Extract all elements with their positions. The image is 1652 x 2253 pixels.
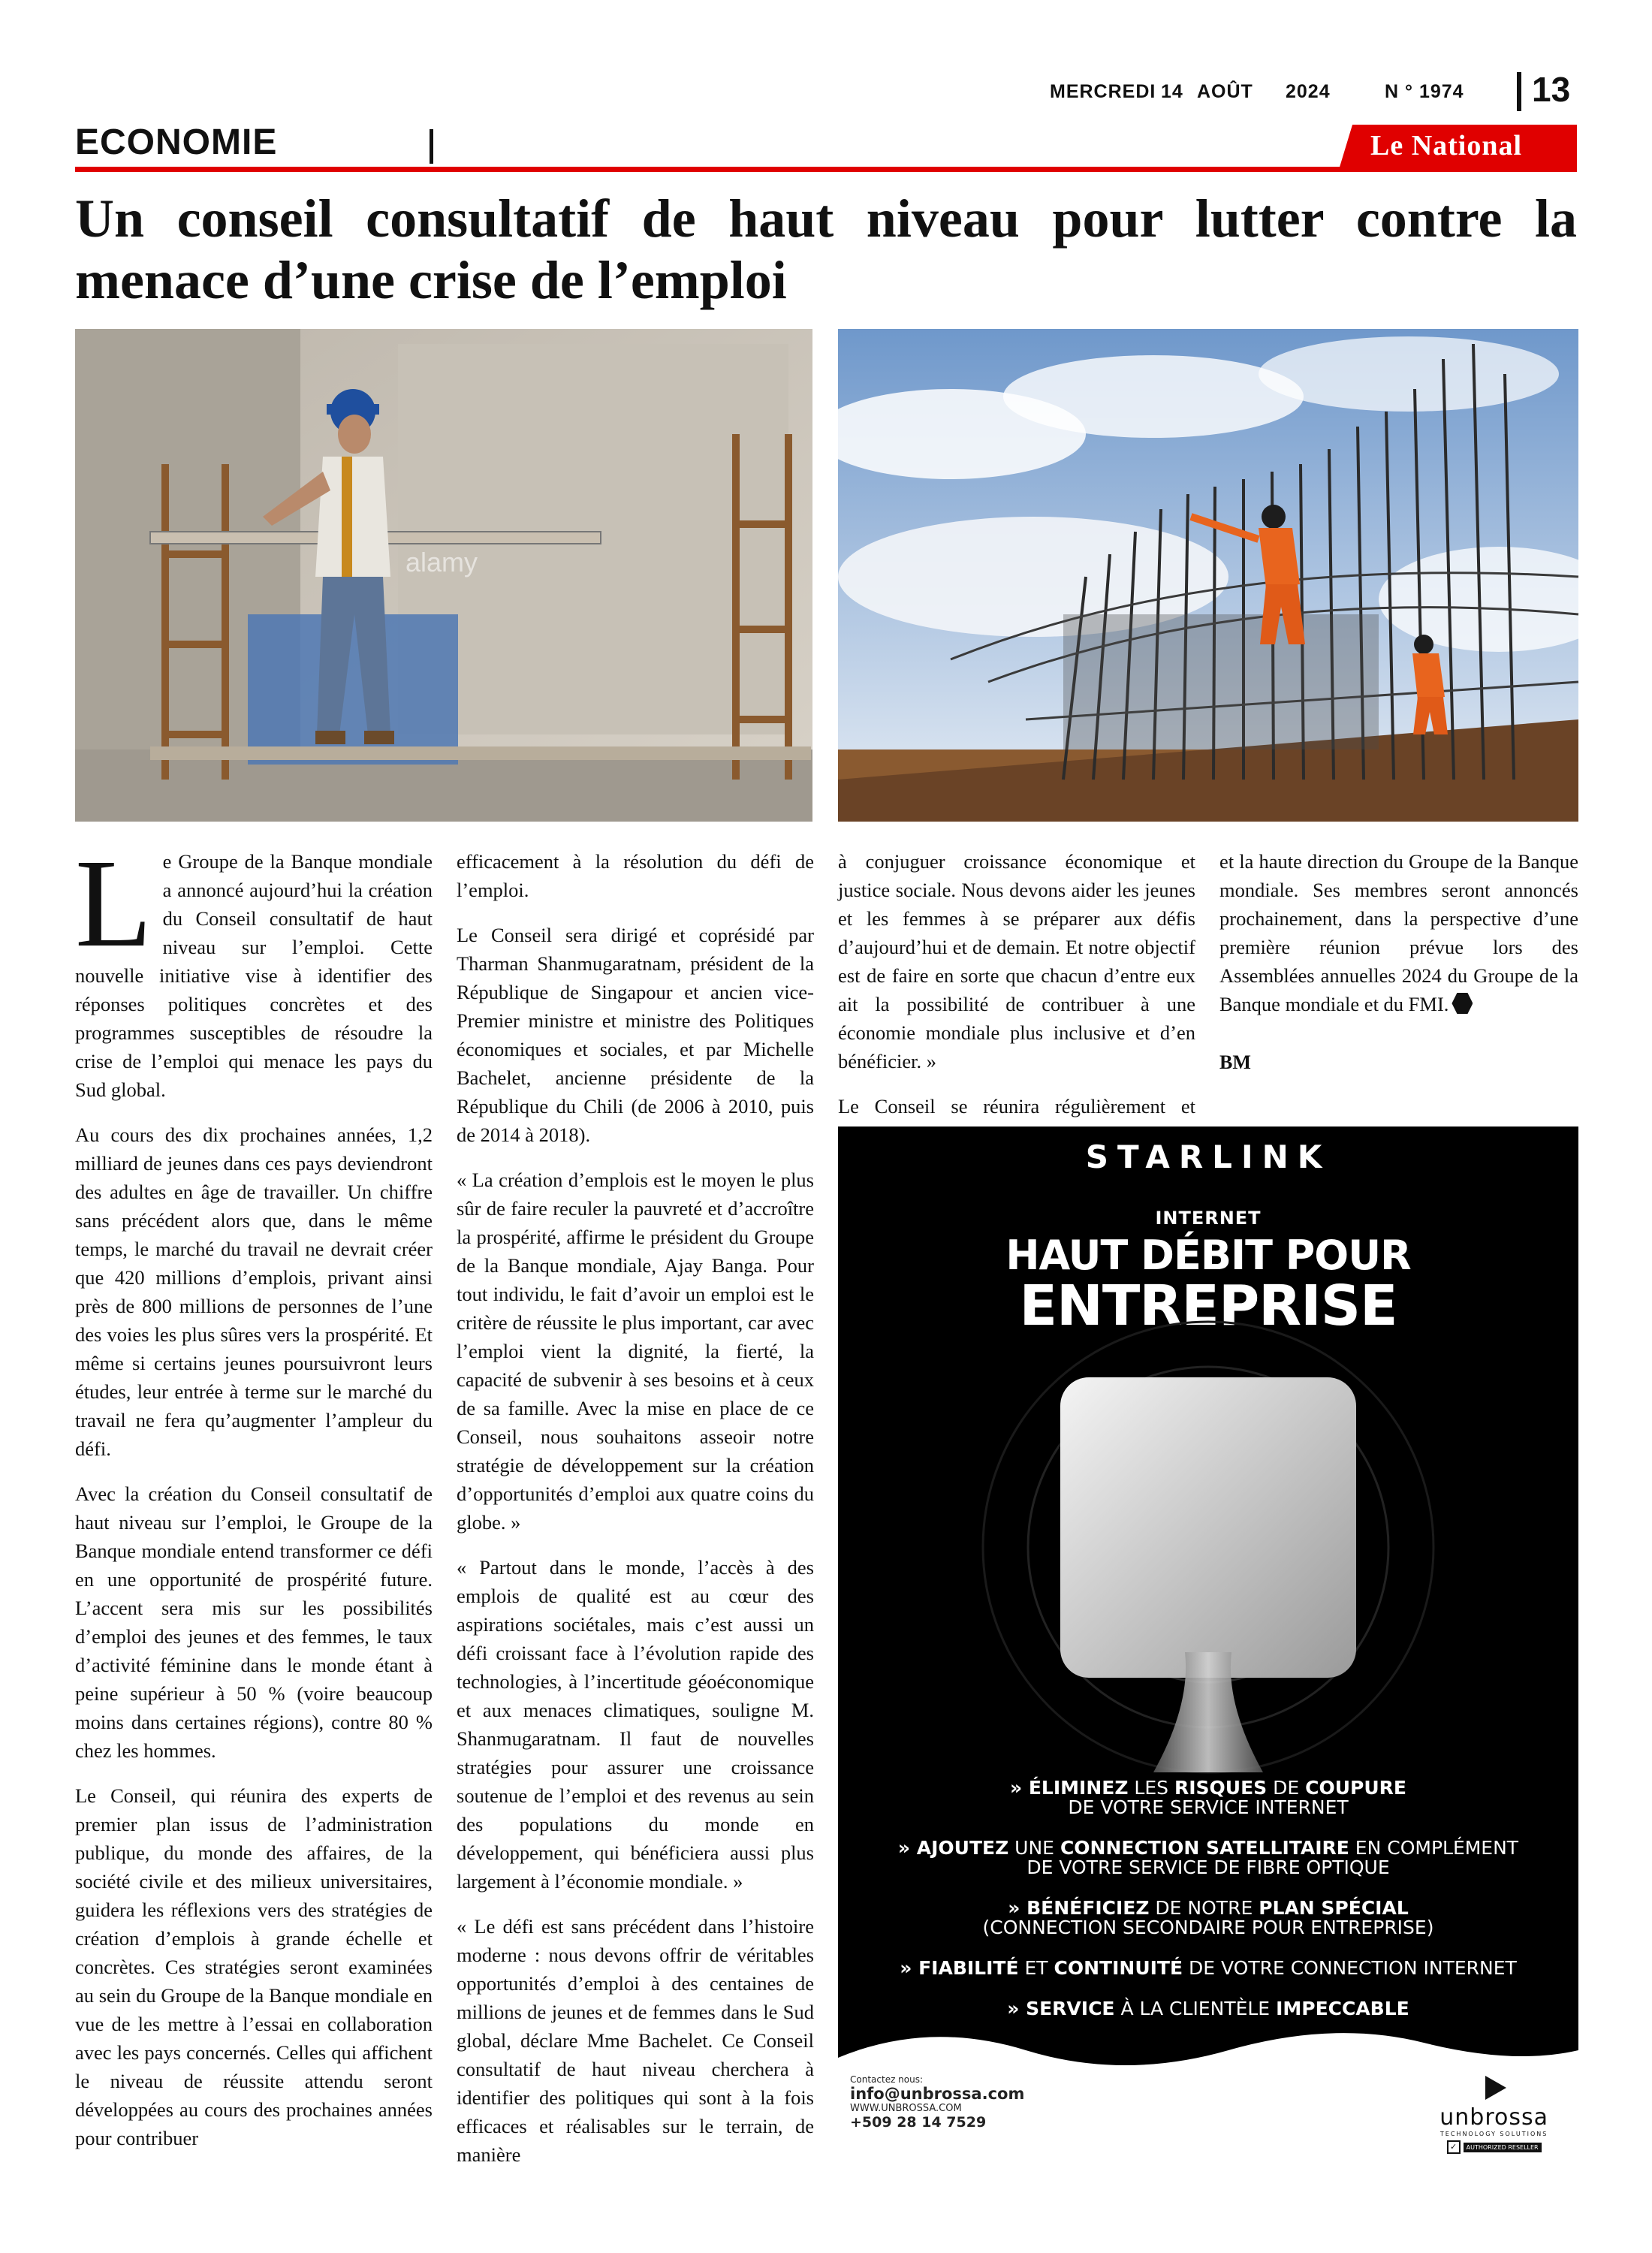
ad-benefit-4 xyxy=(838,1959,1578,1978)
article-paragraph-3: Avec la création du Conseil consultatif de haut niveau sur l’emploi, le Groupe de la Banque mondiale entend transformer ce défi en une opportunité de prospérité future. L’accent sera mis sur les possibilités d’emploi des jeunes et des femmes, le taux d’activité féminine dans le monde étant à peine supérieur à 50 % (voire beaucoup moins dans certaines régions), contre 80 % chez les hommes. xyxy=(75,1482,433,1762)
ad-benefit-2-text-2: EN COMPLÉMENT xyxy=(1349,1837,1519,1859)
ad-contact-website[interactable]: WWW.UNBROSSA.COM xyxy=(850,2103,962,2114)
ad-benefit-5-text-1: À LA CLIENTÈLE xyxy=(1114,1998,1277,2019)
ad-benefits-list xyxy=(838,1778,1578,2040)
ad-contact-email[interactable]: info@unbrossa.com xyxy=(850,2085,1025,2103)
ad-benefit-5-bold-2: IMPECCABLE xyxy=(1276,1998,1409,2019)
article-paragraph-5: efficacement à la résolution du défi de l’emploi. xyxy=(457,850,814,901)
article-paragraph-12-text: et la haute direction du Groupe de la Banque mondiale. Ses membres seront annoncés prochainement, dans la perspective d’une première réunion prévue lors des Assemblées annuelles 2024 du Groupe de la Banque mondiale et du FMI. xyxy=(1219,850,1578,1015)
starlink-dish-icon xyxy=(838,1352,1578,1772)
article-paragraph-6: Le Conseil sera dirigé et coprésidé par Tharman Shanmugaratnam, président de la République de Singapour et ancien vice-Premier ministre et ministre des Politiques économiques et sociales, et par Michelle Bachelet, ancienne présidente de la République du Chili (de 2006 à 2010, puis de 2014 à 2018). xyxy=(457,924,814,1146)
headline: Un conseil consultatif de haut niveau pour lutter contre la menace d’une crise de l’emploi xyxy=(75,189,1577,310)
ad-benefit-2-line-2: DE VOTRE SERVICE DE FIBRE OPTIQUE xyxy=(1026,1856,1390,1878)
header-month: AOÛT xyxy=(1197,81,1253,102)
starlink-advertisement[interactable] xyxy=(838,1126,1578,2152)
ad-title-line-2: ENTREPRISE xyxy=(1019,1274,1397,1338)
ad-benefit-1-line-2: DE VOTRE SERVICE INTERNET xyxy=(1068,1796,1349,1818)
article-paragraph-9: « Le défi est sans précédent dans l’histoire moderne : nous devons offrir de véritables opportunités d’emploi à des centaines de millions de jeunes et de femmes dans le Sud global, déclare Mme Bachelet. Ce Conseil consultatif de haut niveau cherchera à identifier des politiques qui sont à la fois efficaces et réalisables sur le terrain, de manière xyxy=(457,1915,814,2166)
article-byline: BM xyxy=(1219,1051,1251,1073)
ad-benefit-3 xyxy=(838,1899,1578,1938)
article-paragraph-4: Le Conseil, qui réunira des experts de premier plan issus de l’administration publique, du monde des affaires, de la société civile et des milieux universitaires, guidera les réflexions vers des stratégies de création d’emplois à grande échelle et concrètes. Ces stratégies seront examinées au sein du Groupe de la Banque mondiale en vue de les mettre à l’essai en collaboration avec les pays concernés. Celles qui affichent le niveau de réussite attendu seront développées au cours des prochaines années pour contribuer xyxy=(75,1784,433,2149)
photo-rebar-workers-image xyxy=(838,329,1578,822)
article-paragraph-7: « La création d’emplois est le moyen le plus sûr de faire reculer la pauvreté et d’accroître la prospérité, affirme le président du Groupe de la Banque mondiale, Ajay Banga. Pour tout individu, le fait d’avoir un emploi est le critère de réussite le plus important, car avec l’emploi vient la dignité, la fierté, la capacité de subvenir à ses besoins et à ceux de sa famille. Avec la mise en place de ce Conseil, nous souhaitons asseoir notre stratégie de développement sur la création d’opportunités d’emploi aux quatre coins du globe. » xyxy=(457,1169,814,1534)
ad-benefit-1-bold-1: » ÉLIMINEZ xyxy=(1010,1777,1129,1799)
ad-benefit-1-bold-2: RISQUES xyxy=(1174,1777,1268,1799)
page-number: 13 xyxy=(1532,70,1571,109)
photo-rebar-workers xyxy=(838,329,1578,822)
article-paragraph-1-text: e Groupe de la Banque mondiale a annoncé aujourd’hui la création du Conseil consultatif de haut niveau sur l’emploi. Cette nouvelle initiative vise à identifier des réponses politiques concrètes et des programmes susceptibles de résoudre la crise de l’emploi qui menace les pays du Sud global. xyxy=(75,850,433,1101)
header-issue-number: N ° 1974 xyxy=(1385,81,1464,102)
logo-name: unbrossa xyxy=(1439,2104,1548,2131)
play-triangle-icon xyxy=(1479,2074,1509,2101)
authorized-reseller-badge xyxy=(1439,2140,1548,2154)
ad-benefit-4-text-2: DE VOTRE CONNECTION INTERNET xyxy=(1183,1957,1517,1979)
article-column-2 xyxy=(457,847,814,2185)
article-paragraph-10: à conjuguer croissance économique et justice sociale. Nous devons aider les jeunes et les femmes à se préparer aux défis d’aujourd’hui et de demain. Et notre objectif est de faire en sorte que chacun d’entre eux ait la possibilité de contribuer à une économie mondiale plus inclusive et d’en bénéficier. » xyxy=(838,850,1195,1072)
ad-benefit-3-bold-1: » BÉNÉFICIEZ xyxy=(1008,1897,1150,1919)
ad-benefit-1-text-2: DE xyxy=(1267,1777,1306,1799)
article-paragraph-8: « Partout dans le monde, l’accès à des emplois de qualité est au cœur des aspirations sociétales, mais c’est aussi un défi croissant face à l’évolution rapide des technologies, à l’incertitude géoéconomique et aux menaces climatiques, souligne M. Shanmugaratnam. Il faut de nouvelles stratégies pour assurer une croissance soutenue de l’emploi et des revenus au sein des populations du monde en développement, qui bénéficiera aussi plus largement à l’économie mondiale. » xyxy=(457,1556,814,1893)
ad-benefit-2 xyxy=(838,1838,1578,1878)
header-date-number: 14 xyxy=(1161,81,1183,102)
header-day: MERCREDI xyxy=(1050,81,1156,102)
ad-contact-block xyxy=(850,2074,1024,2131)
checkmark-icon: ✓ xyxy=(1447,2140,1461,2154)
section-title: ECONOMIE xyxy=(75,122,278,162)
article-paragraph-11: Le Conseil se réunira régulièrement et xyxy=(838,1095,1195,1117)
publication-name: Le National xyxy=(1370,130,1523,161)
article-column-1 xyxy=(75,834,433,2169)
ad-benefit-1-text-1: LES xyxy=(1128,1777,1174,1799)
article-paragraph-1 xyxy=(75,834,433,1104)
logo-tagline: TECHNOLOGY SOLUTIONS xyxy=(1439,2131,1548,2137)
ad-contact-phone[interactable]: +509 28 14 7529 xyxy=(850,2114,987,2131)
article-paragraph-2: Au cours des dix prochaines années, 1,2 milliard de jeunes dans ces pays deviendront des adultes en âge de travailler. Un chiffre sans précédent alors que, dans le même temps, le marché du travail ne devrait créer que 420 millions d’emplois, privant ainsi près de 800 millions de personnes de l’une des voies les plus sûres vers la prospérité. Et même si certains jeunes poursuivront leurs études, leur entrée à terme sur le marché du travail ne fera qu’augmenter l’ampleur du défi. xyxy=(75,1123,433,1460)
ad-benefit-1 xyxy=(838,1778,1578,1817)
ad-brand: STARLINK xyxy=(1085,1139,1331,1175)
section-divider xyxy=(430,129,433,164)
header-year: 2024 xyxy=(1286,81,1331,102)
ad-benefit-3-text-1: DE NOTRE xyxy=(1149,1897,1259,1919)
ad-benefit-2-text-1: UNE xyxy=(1008,1837,1060,1859)
ad-benefit-3-bold-2: PLAN SPÉCIAL xyxy=(1259,1897,1409,1919)
ad-kicker: INTERNET xyxy=(1155,1208,1262,1229)
page-number-divider xyxy=(1517,72,1521,111)
ad-benefit-4-bold-2: CONTINUITÉ xyxy=(1054,1957,1183,1979)
ad-benefit-3-line-2: (CONNECTION SECONDAIRE POUR ENTREPRISE) xyxy=(982,1917,1434,1938)
drop-cap: L xyxy=(75,834,152,973)
article-column-4 xyxy=(1219,847,1578,1093)
article-paragraph-12 xyxy=(1219,847,1578,1018)
ad-contact-label: Contactez nous: xyxy=(850,2074,924,2085)
end-mark-icon xyxy=(1452,993,1473,1014)
ad-benefit-4-bold-1: » FIABILITÉ xyxy=(900,1957,1019,1979)
ad-title-line-1: HAUT DÉBIT POUR xyxy=(1005,1232,1411,1279)
photo-watermark: alamy xyxy=(405,547,478,578)
reseller-label: AUTHORIZED RESELLER xyxy=(1464,2143,1542,2152)
ad-benefit-4-text-1: ET xyxy=(1018,1957,1054,1979)
photo-scaffold-worker xyxy=(75,329,812,822)
ad-benefit-2-bold-2: CONNECTION SATELLITAIRE xyxy=(1060,1837,1349,1859)
ad-benefit-2-bold-1: » AJOUTEZ xyxy=(897,1837,1009,1859)
ad-benefit-1-bold-3: COUPURE xyxy=(1305,1777,1406,1799)
ad-benefit-5-bold-1: » SERVICE xyxy=(1007,1998,1115,2019)
unbrossa-logo xyxy=(1439,2074,1548,2154)
article-column-3 xyxy=(838,847,1195,1126)
